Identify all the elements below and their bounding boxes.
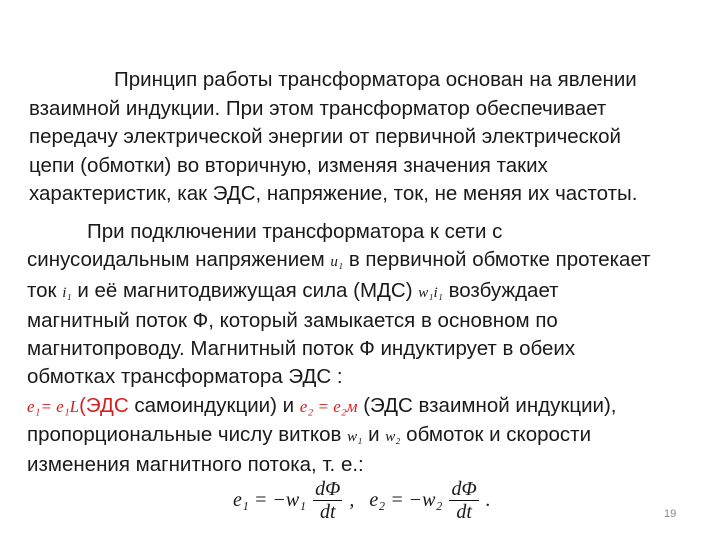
text-fragment: самоиндукции) и	[134, 393, 295, 417]
text-fragment: ток	[27, 278, 57, 302]
fraction-numerator: dΦ	[315, 478, 341, 500]
text-line	[27, 246, 707, 276]
formula-separator: ,	[349, 489, 355, 511]
fraction-denominator: dt	[456, 501, 472, 523]
paragraph-transformer-principle	[29, 66, 696, 209]
formula-end: .	[485, 489, 491, 511]
emf-e1-red: e₁= e₁L	[27, 396, 80, 416]
text-line: передачу электрической энергии от первичной электрической	[29, 125, 621, 148]
text-line	[27, 392, 707, 421]
emf-e2-red: e₂ = e₂м	[299, 396, 358, 416]
text-line: характеристик, как ЭДС, напряжение, ток, не меняя их частоты.	[29, 182, 638, 205]
text-line: Принцип работы трансформатора основан на явлении	[114, 68, 637, 91]
fraction-dphi-dt	[449, 478, 478, 523]
fraction-numerator: dΦ	[451, 478, 477, 500]
text-fragment: (ЭДС взаимной индукции),	[363, 393, 617, 417]
text-fragment: синусоидальным напряжением	[27, 248, 325, 272]
text-fragment: возбуждает	[448, 278, 559, 302]
text-fragment: обмоток и скорости	[406, 423, 592, 447]
text-line: магнитный поток Ф, который замыкается в основном по	[27, 308, 558, 332]
text-line: При подключении трансформатора к сети с	[87, 220, 503, 243]
variable-u1: u₁	[330, 254, 344, 271]
text-line: изменения магнитного потока, т. е.:	[27, 453, 364, 477]
formula-lhs-e2: e₂ = −w₂	[369, 489, 443, 511]
variable-w2: w₂	[385, 429, 401, 446]
text-line: взаимной индукции. При этом трансформатор обеспечивает	[29, 96, 607, 120]
fraction-denominator: dt	[319, 501, 336, 523]
page-number: 19	[664, 508, 677, 520]
text-line: цепи (обмотки) во вторичную, изменяя значения таких	[29, 153, 548, 177]
text-fragment: и	[368, 423, 380, 447]
variable-i1: i₁	[62, 284, 72, 301]
text-fragment: пропорциональные числу витков	[27, 423, 342, 447]
emf-formula	[233, 478, 491, 523]
fraction-dphi-dt	[313, 478, 342, 523]
paragraph-connection	[27, 218, 707, 480]
text-fragment: в первичной обмотке протекает	[348, 248, 651, 272]
formula-lhs-e1: e₁ = −w₁	[233, 489, 307, 511]
text-fragment-red: (ЭДС	[79, 393, 129, 417]
text-fragment: и её магнитодвижущая сила (МДС)	[77, 278, 413, 302]
text-line: обмотках трансформатора ЭДС :	[27, 365, 343, 389]
variable-w1: w₁	[347, 429, 363, 446]
text-line: магнитопроводу. Магнитный поток Ф индуктирует в обеих	[27, 337, 576, 361]
variable-w1i1: w₁i₁	[418, 284, 443, 301]
text-line	[27, 277, 707, 307]
text-line	[27, 421, 707, 451]
